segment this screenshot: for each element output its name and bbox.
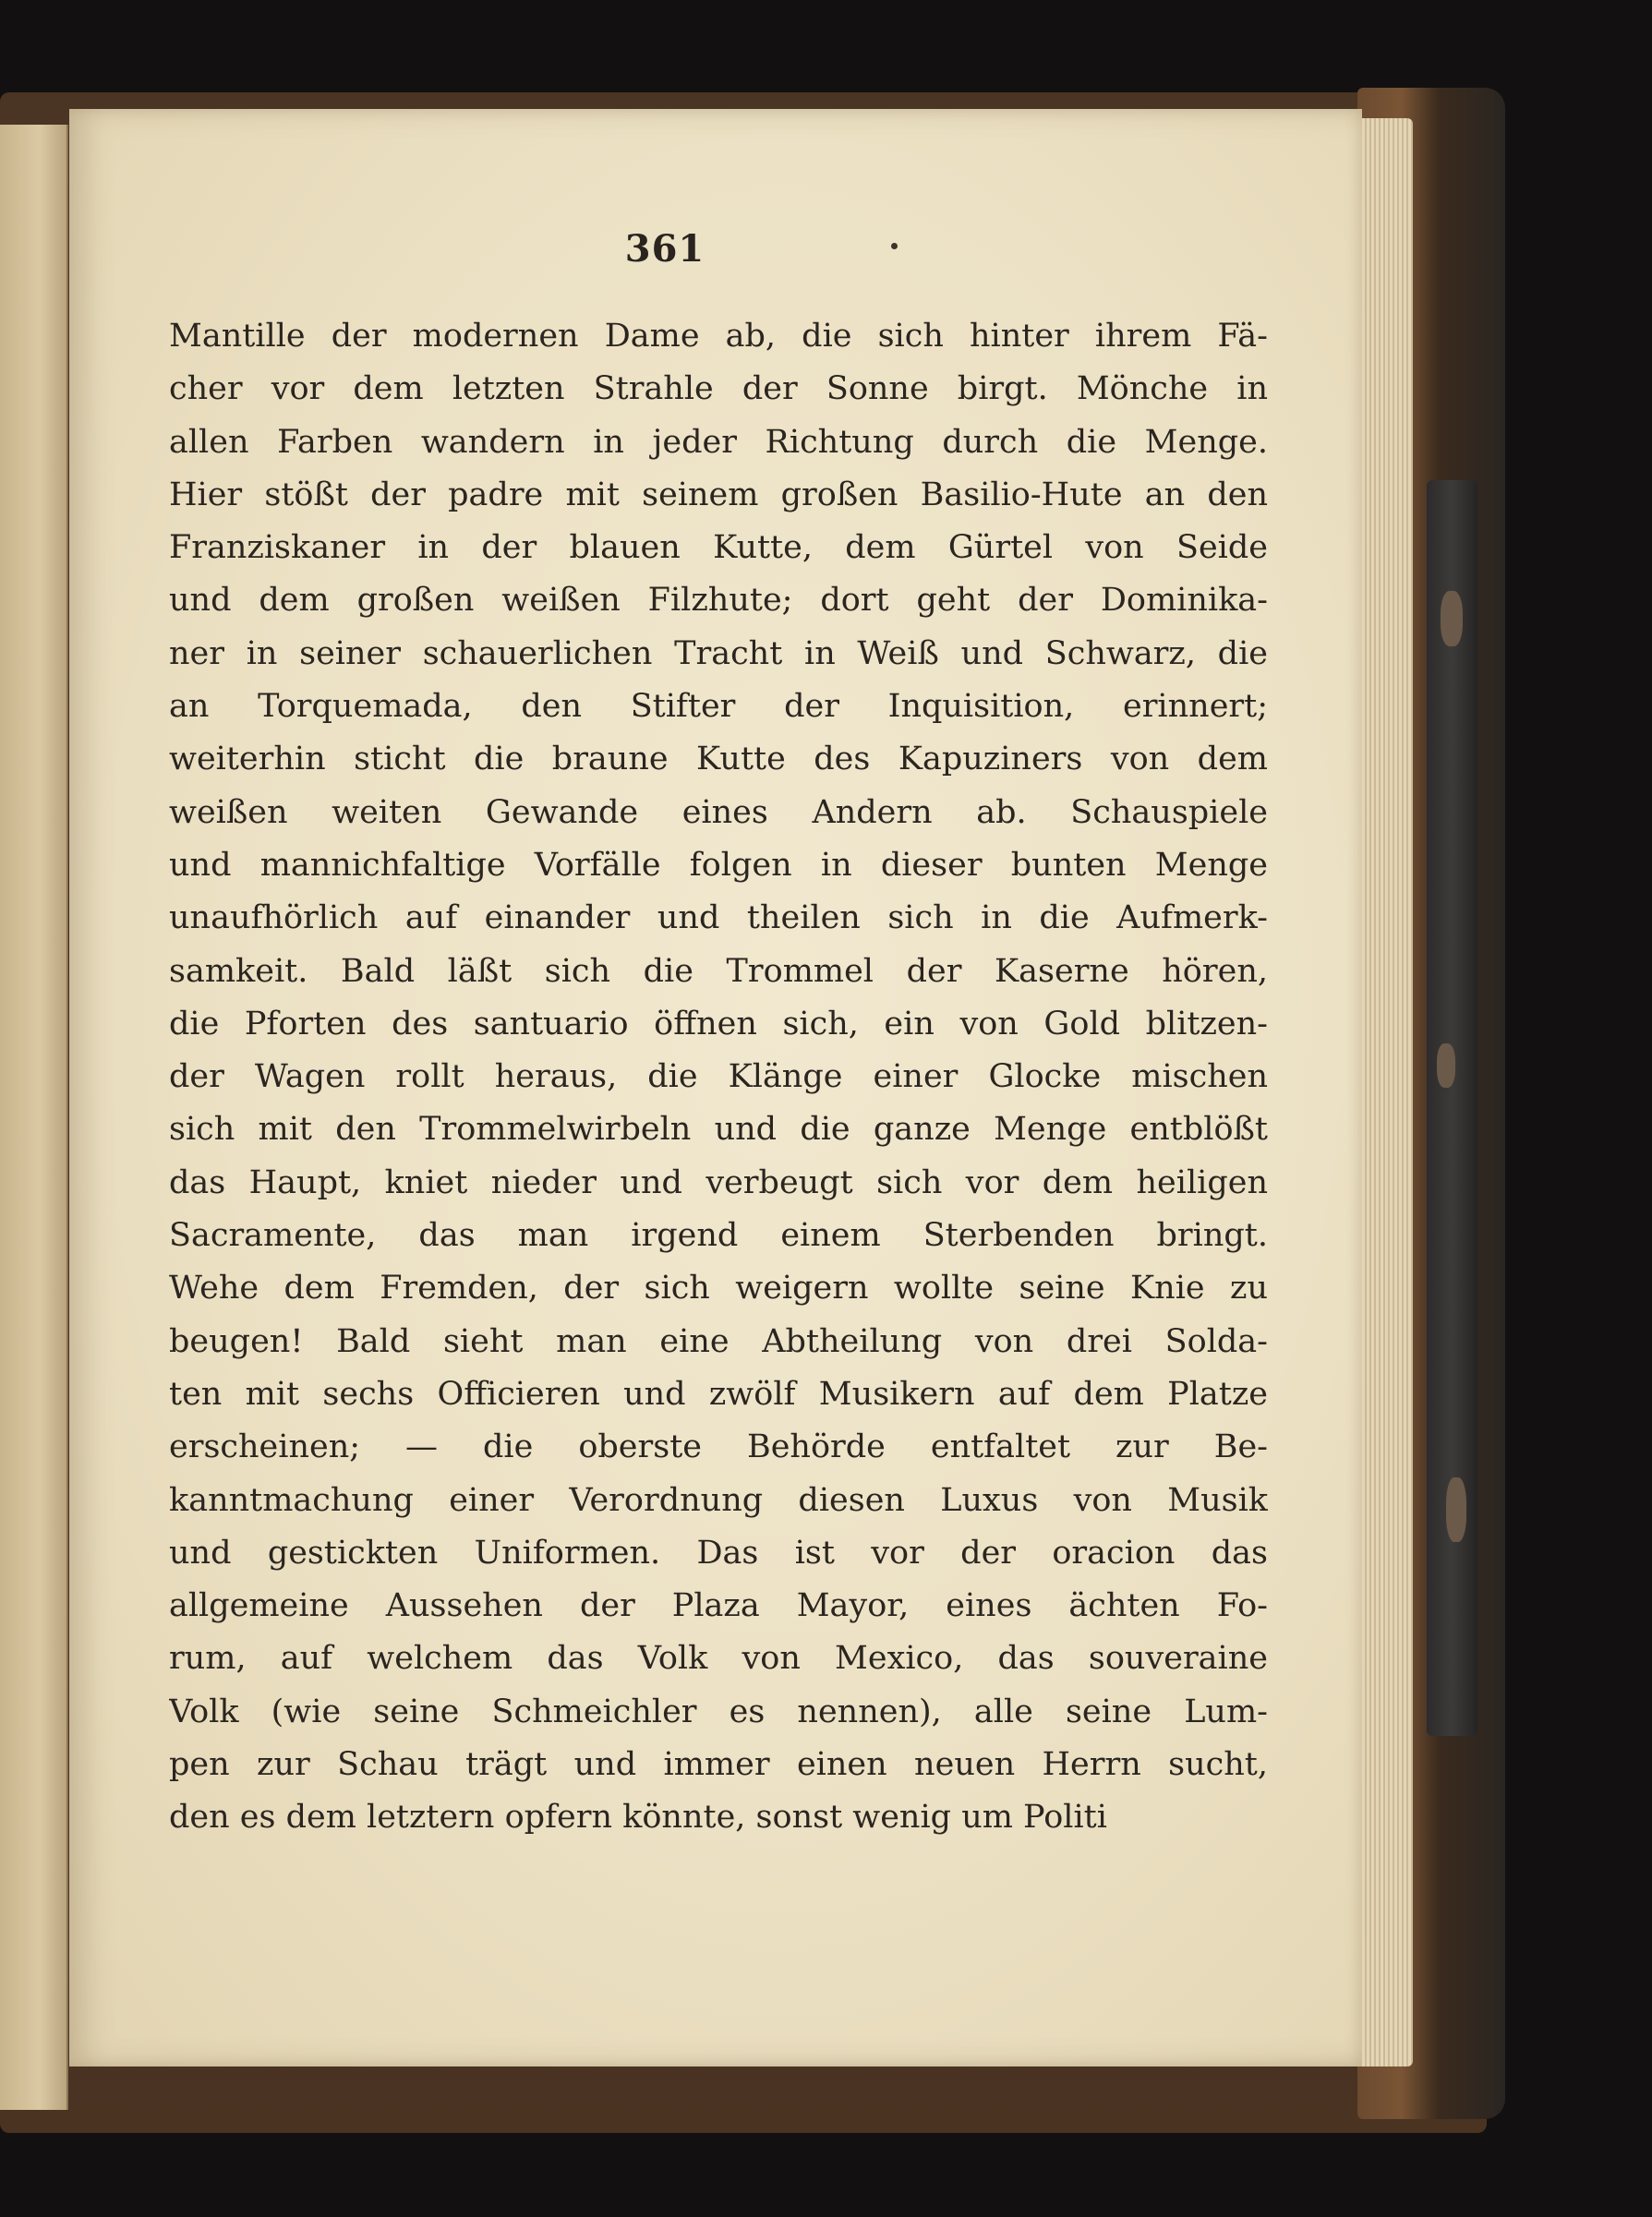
spine-wear-patch (1441, 591, 1463, 646)
text-line: pen zur Schau trägt und immer einen neuen Herrn sucht, (169, 1746, 1268, 1784)
text-line: den es dem letztern opfern könnte, sonst wenig um Politi (169, 1799, 1107, 1837)
text-line: das Haupt, kniet nieder und verbeugt sich vor dem heiligen (169, 1163, 1268, 1201)
text-line: kanntmachung einer Verordnung diesen Luxus von Musik (169, 1481, 1268, 1519)
text-line: Wehe dem Fremden, der sich weigern wollte seine Knie zu (169, 1270, 1268, 1307)
text-line: beugen! Bald sieht man eine Abtheilung von drei Solda- (169, 1322, 1268, 1360)
text-line: und mannichfaltige Vorfälle folgen in dieser bunten Menge (169, 846, 1268, 884)
text-line: cher vor dem letzten Strahle der Sonne birgt. Mönche in (169, 370, 1268, 408)
text-line: ten mit sechs Officieren und zwölf Musikern auf dem Platze (169, 1375, 1268, 1413)
text-line: Sacramente, das man irgend einem Sterbenden bringt. (169, 1217, 1268, 1255)
text-line: Franziskaner in der blauen Kutte, dem Gürtel von Seide (169, 529, 1268, 567)
text-line: allgemeine Aussehen der Plaza Mayor, eines ächten Fo- (169, 1587, 1268, 1625)
text-line: die Pforten des santuario öffnen sich, ein von Gold blitzen- (169, 1005, 1268, 1042)
text-line: Mantille der modernen Dame ab, die sich hinter ihrem Fä- (169, 318, 1268, 355)
previous-page-edge (0, 125, 68, 2110)
spine-worn-area (1427, 480, 1477, 1736)
text-line: der Wagen rollt heraus, die Klänge einer Glocke mischen (169, 1058, 1268, 1096)
text-line: erscheinen; — die oberste Behörde entfaltet zur Be- (169, 1428, 1268, 1466)
text-line: und gestickten Uniformen. Das ist vor der oracion das (169, 1534, 1268, 1572)
text-line: samkeit. Bald läßt sich die Trommel der Kaserne hören, (169, 952, 1268, 990)
spine-wear-patch (1437, 1043, 1455, 1088)
text-line: sich mit den Trommelwirbeln und die ganze Menge entblößt (169, 1111, 1268, 1149)
text-line: weiterhin sticht die braune Kutte des Kapuziners von dem (169, 741, 1268, 778)
text-line: ner in seiner schauerlichen Tracht in Weiß und Schwarz, die (169, 634, 1268, 672)
spine-wear-patch (1446, 1477, 1466, 1542)
text-line: und dem großen weißen Filzhute; dort geht der Dominika- (169, 582, 1268, 620)
text-line: allen Farben wandern in jeder Richtung durch die Menge. (169, 423, 1268, 461)
book-page (69, 109, 1362, 2066)
text-line: unaufhörlich auf einander und theilen sich in die Aufmerk- (169, 899, 1268, 937)
text-line: Volk (wie seine Schmeichler es nennen), alle seine Lum- (169, 1693, 1268, 1730)
text-line: Hier stößt der padre mit seinem großen Basilio-Hute an den (169, 476, 1268, 513)
page-text (169, 310, 1268, 1845)
ink-speck (891, 243, 898, 249)
text-line: an Torquemada, den Stifter der Inquisition, erinnert; (169, 688, 1268, 726)
text-line: weißen weiten Gewande eines Andern ab. Schauspiele (169, 793, 1268, 831)
text-line: rum, auf welchem das Volk von Mexico, das souveraine (169, 1640, 1268, 1678)
page-number: 361 (624, 227, 705, 271)
